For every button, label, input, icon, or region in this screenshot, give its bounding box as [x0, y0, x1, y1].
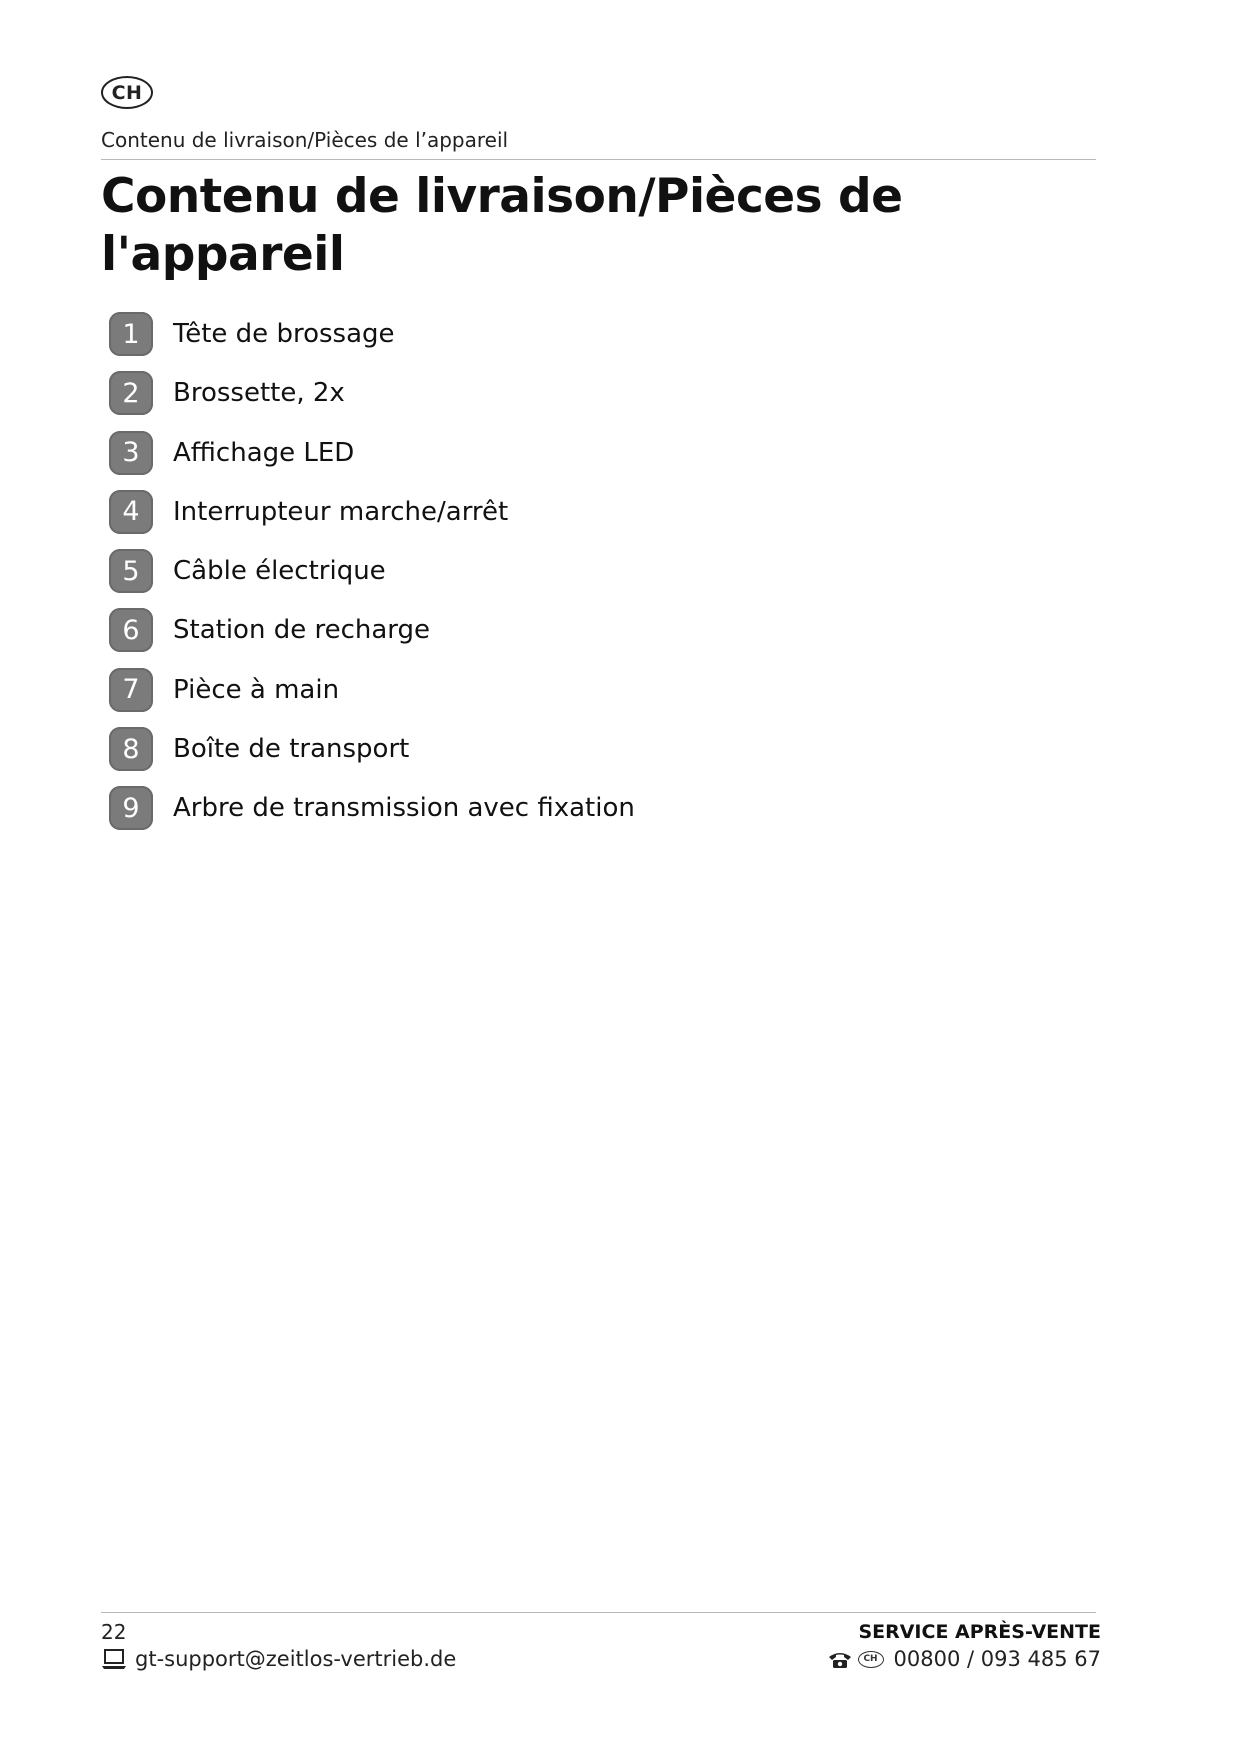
parts-list: [109, 312, 635, 846]
part-label: Brossette, 2x: [173, 378, 345, 409]
part-label: Station de recharge: [173, 615, 431, 646]
part-number-badge: 5: [109, 549, 153, 593]
service-title: SERVICE APRÈS-VENTE: [858, 1621, 1101, 1643]
part-label: Tête de brossage: [173, 319, 395, 349]
list-item: [109, 312, 635, 356]
part-number-badge: 8: [109, 727, 153, 771]
list-item: [109, 490, 635, 534]
phone-country-badge: CH: [858, 1651, 884, 1668]
service-phone-row: [828, 1647, 1101, 1671]
country-badge: CH: [101, 76, 153, 109]
footer-divider: [101, 1612, 1096, 1613]
laptop-icon: [101, 1648, 127, 1670]
support-phone[interactable]: 00800 / 093 485 67: [893, 1647, 1101, 1671]
list-item: [109, 431, 635, 475]
telephone-icon: [828, 1650, 852, 1668]
part-label: Câble électrique: [173, 556, 386, 587]
list-item: [109, 786, 635, 830]
part-number-badge: 9: [109, 786, 153, 830]
running-header: Contenu de livraison/Pièces de l’appareil: [101, 128, 509, 152]
part-number-badge: 6: [109, 608, 153, 652]
list-item: [109, 727, 635, 771]
part-number-badge: 3: [109, 431, 153, 475]
page-title: Contenu de livraison/Pièces de l'appareil: [101, 169, 903, 282]
part-number-badge: 4: [109, 490, 153, 534]
part-label: Arbre de transmission avec fixation: [173, 793, 635, 824]
part-label: Pièce à main: [173, 674, 340, 705]
support-email[interactable]: gt-support@zeitlos-vertrieb.de: [135, 1647, 457, 1671]
part-number-badge: 7: [109, 668, 153, 712]
part-number-badge: 1: [109, 312, 153, 356]
part-label: Boîte de transport: [173, 734, 410, 765]
list-item: [109, 608, 635, 652]
list-item: [109, 668, 635, 712]
page-number: 22: [101, 1620, 127, 1644]
part-label: Affichage LED: [173, 437, 355, 468]
support-email-row: [101, 1647, 456, 1671]
list-item: [109, 549, 635, 593]
list-item: [109, 371, 635, 415]
header-divider: [101, 159, 1096, 160]
part-label: Interrupteur marche/arrêt: [173, 496, 509, 527]
part-number-badge: 2: [109, 371, 153, 415]
